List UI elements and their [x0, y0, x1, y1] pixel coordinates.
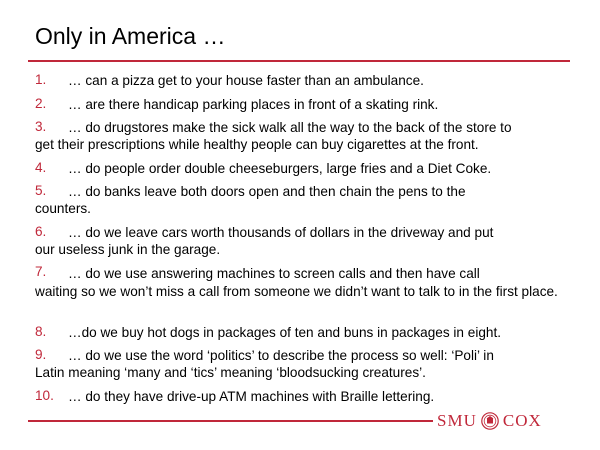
title-divider: [28, 60, 570, 62]
item-text: … do they have drive-up ATM machines with Braille lettering.: [68, 389, 435, 404]
item-text-continued: Latin meaning ‘many and ‘tics’ meaning ‘bloodsucking creatures’.: [35, 364, 426, 380]
item-number: 9.: [35, 347, 47, 362]
item-text: … do we use the word ‘politics’ to describe the process so well: ‘Poli’ in: [68, 348, 494, 363]
item-text: … do we leave cars worth thousands of dollars in the driveway and put: [68, 225, 494, 240]
item-text: … do we use answering machines to screen calls and then have call: [68, 266, 480, 281]
item-text: …do we buy hot dogs in packages of ten and buns in packages in eight.: [68, 325, 502, 340]
slide-title: Only in America …: [35, 23, 226, 49]
item-text-continued: our useless junk in the garage.: [35, 241, 221, 257]
item-number: 3.: [35, 119, 47, 134]
smu-cox-logo: [437, 410, 542, 432]
item-text: … do drugstores make the sick walk all the way to the back of the store to: [68, 120, 512, 135]
seal-icon: [481, 412, 499, 430]
item-number: 1.: [35, 72, 47, 87]
item-text: … do banks leave both doors open and then chain the pens to the: [68, 184, 466, 199]
logo-text-left: SMU: [437, 411, 477, 430]
item-text: … do people order double cheeseburgers, large fries and a Diet Coke.: [68, 161, 492, 176]
item-number: 6.: [35, 224, 47, 239]
logo-text-right: COX: [502, 411, 542, 430]
item-number: 8.: [35, 324, 47, 339]
item-text-continued: get their prescriptions while healthy people can buy cigarettes at the front.: [35, 136, 479, 152]
item-number: 7.: [35, 264, 47, 279]
footer-divider: [28, 420, 433, 422]
item-number: 10.: [35, 388, 54, 403]
item-number: 5.: [35, 183, 47, 198]
item-text-continued: waiting so we won’t miss a call from someone we didn’t want to talk to in the first place.: [35, 284, 558, 299]
item-number: 2.: [35, 96, 47, 111]
item-number: 4.: [35, 160, 47, 175]
item-text-continued: counters.: [35, 200, 91, 216]
item-text: … are there handicap parking places in front of a skating rink.: [68, 97, 439, 112]
item-text: … can a pizza get to your house faster than an ambulance.: [68, 73, 424, 88]
